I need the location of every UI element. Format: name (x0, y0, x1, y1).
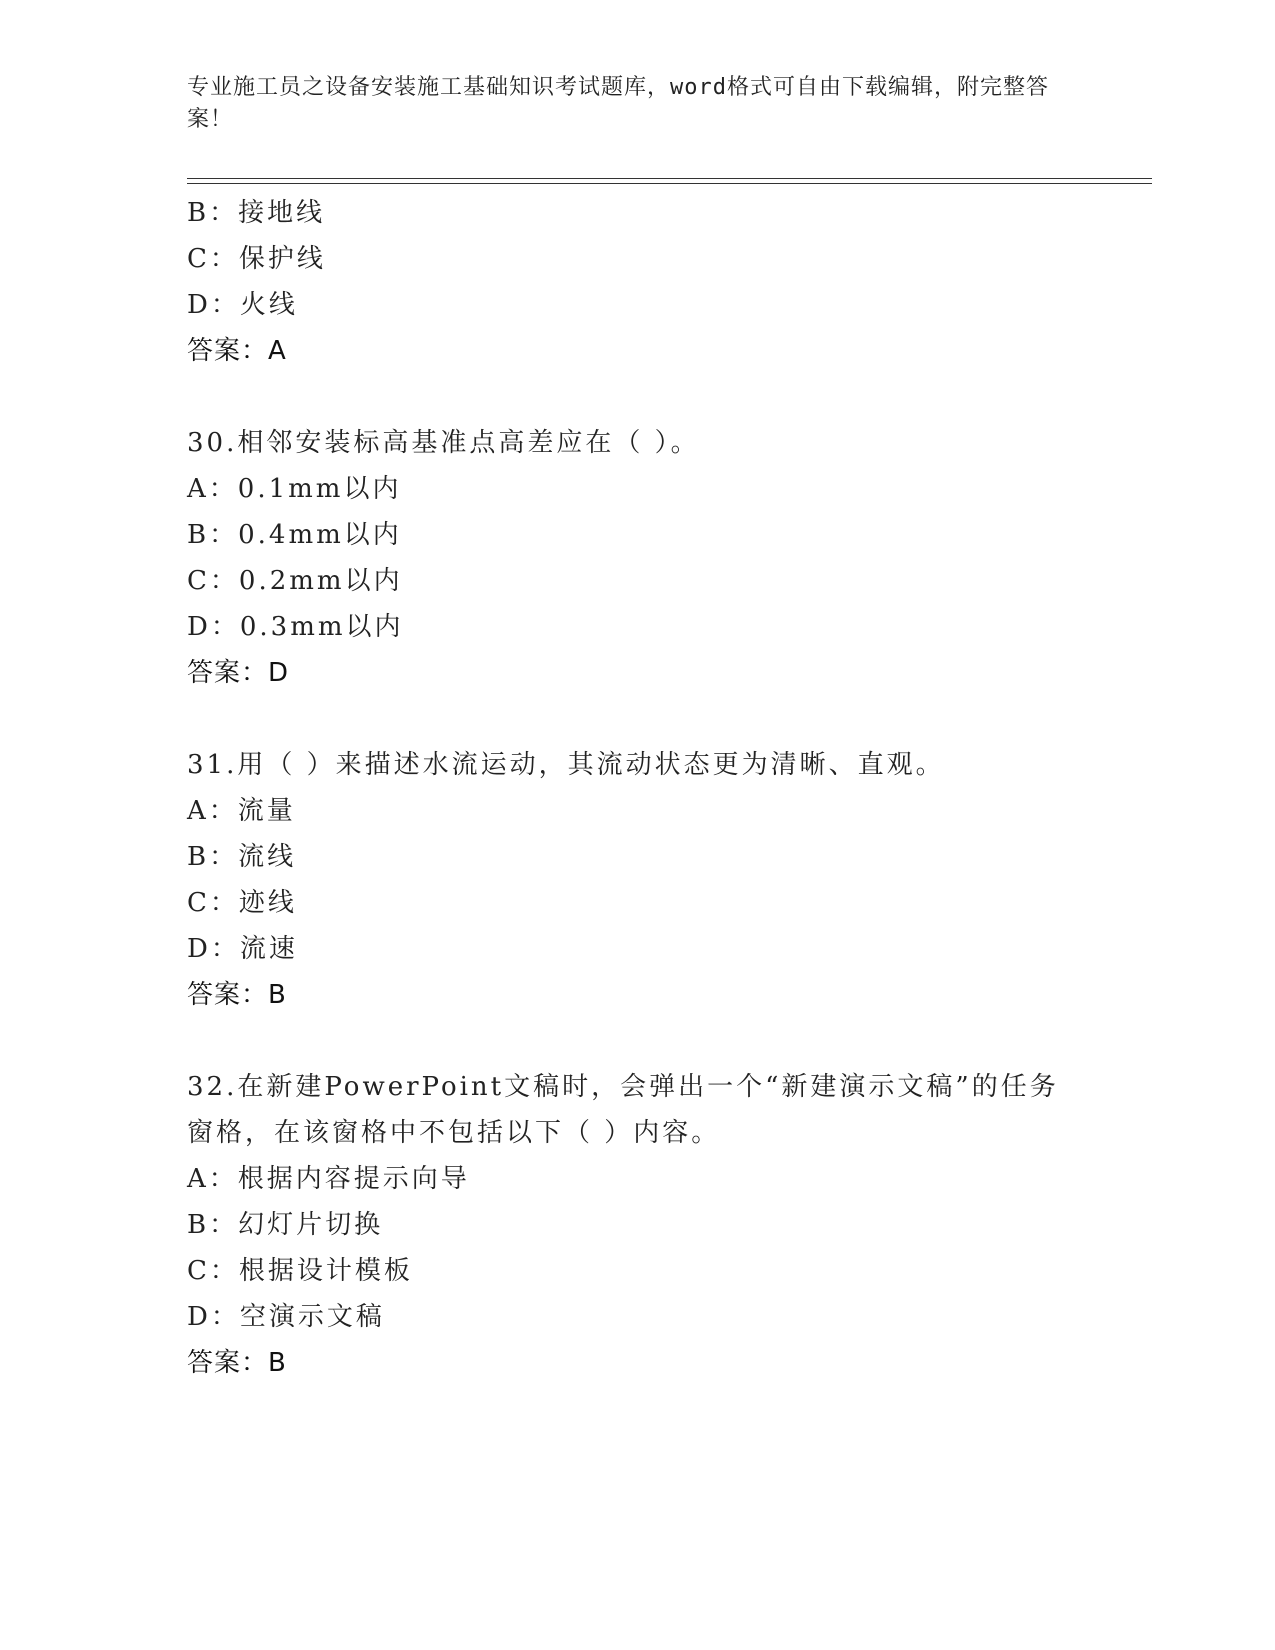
document-header: 专业施工员之设备安装施工基础知识考试题库，word格式可自由下载编辑，附完整答案！ (187, 75, 1049, 132)
option-b: B：0.4mm以内 (187, 520, 402, 550)
option-a: A：流量 (187, 796, 296, 826)
answer-line: 答案：B (187, 1348, 287, 1378)
option-a: A：0.1mm以内 (187, 474, 402, 504)
spacer (187, 696, 1152, 742)
question-stem: 32.在新建PowerPoint文稿时，会弹出一个“新建演示文稿”的任务窗格，在该窗格中不包括以下（ ）内容。 (187, 1072, 1059, 1148)
answer-line: 答案：A (187, 336, 287, 366)
header-divider-top (187, 178, 1152, 179)
question-31 (187, 742, 1152, 1018)
question-32 (187, 1064, 1152, 1386)
question-stem: 30.相邻安装标高基准点高差应在（ ）。 (187, 428, 700, 458)
question-stem: 31.用（ ）来描述水流运动，其流动状态更为清晰、直观。 (187, 750, 945, 780)
option-b: B：接地线 (187, 198, 326, 228)
option-c: C：保护线 (187, 244, 326, 274)
option-c: C：迹线 (187, 888, 297, 918)
answer-line: 答案：B (187, 980, 287, 1010)
question-30 (187, 420, 1152, 696)
question-29-continued (187, 190, 1152, 374)
option-c: C：0.2mm以内 (187, 566, 403, 596)
question-list (187, 190, 1152, 1386)
option-b: B：流线 (187, 842, 297, 872)
option-c: C：根据设计模板 (187, 1256, 413, 1286)
option-d: D：火线 (187, 290, 298, 320)
answer-line: 答案：D (187, 658, 290, 688)
option-d: D：流速 (187, 934, 298, 964)
option-d: D：空演示文稿 (187, 1302, 385, 1332)
spacer (187, 374, 1152, 420)
spacer (187, 1018, 1152, 1064)
option-a: A：根据内容提示向导 (187, 1164, 470, 1194)
header-divider-bottom (187, 183, 1152, 184)
option-d: D：0.3mm以内 (187, 612, 404, 642)
option-b: B：幻灯片切换 (187, 1210, 384, 1240)
